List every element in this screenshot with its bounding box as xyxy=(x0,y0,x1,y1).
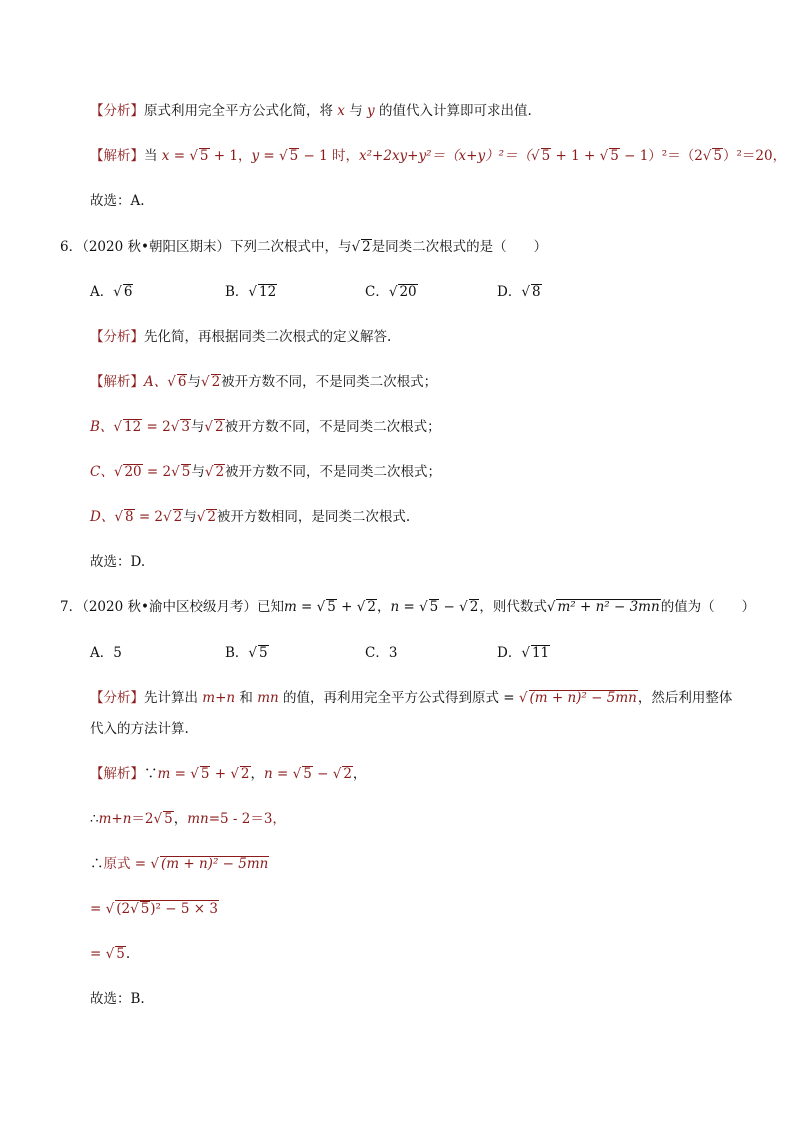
solution-tag: 【解析】 xyxy=(90,148,144,164)
q7-analysis: 【分析】先计算出 m+n 和 mn 的值，再利用完全平方公式得到原式 = √ (m + n)² − 5mn，然后利用整体 xyxy=(90,690,733,706)
q6-option-c[interactable]: C．√ 20 xyxy=(365,284,417,300)
q7-solution-line4: = √ (2√ 5)² − 5 × 3 xyxy=(90,901,218,917)
q6-option-d[interactable]: D．√ 8 xyxy=(497,284,541,300)
analysis-tag: 【分析】 xyxy=(90,103,144,119)
q6-stem: 6．（2020 秋•朝阳区期末）下列二次根式中，与√ 2是同类二次根式的是（ ） xyxy=(60,239,548,255)
q6-solution-line-a: 【解析】A、√ 6与√ 2被开方数不同，不是同类二次根式； xyxy=(90,374,438,390)
q7-option-c[interactable]: C．3 xyxy=(365,645,398,661)
q5-solution: 【解析】当 x = √ 5 + 1，y = √ 5 − 1 时，x²+2xy+y²＝（x+y）²＝（√ 5 + 1 + √ 5 − 1）²＝（2√ 5）²＝20， xyxy=(90,148,787,164)
q7-option-b[interactable]: B．√ 5 xyxy=(225,645,268,661)
q7-option-d[interactable]: D．√ 11 xyxy=(497,645,550,661)
analysis-tag: 【分析】 xyxy=(90,690,144,706)
q7-option-a[interactable]: A．5 xyxy=(90,645,122,661)
q6-solution-line-b: B、√ 12 = 2√ 3与√ 2被开方数不同，不是同类二次根式； xyxy=(90,419,441,435)
q7-analysis-line2: 代入的方法计算. xyxy=(90,721,189,737)
q7-solution-line3: ∴原式 = √ (m + n)² − 5mn xyxy=(90,856,269,872)
q5-analysis: 【分析】原式利用完全平方公式化简，将 x 与 y 的值代入计算即可求出值. xyxy=(90,103,532,119)
q6-solution-line-d: D、√ 8 = 2√ 2与√ 2被开方数相同，是同类二次根式. xyxy=(90,509,411,525)
q7-solution-line5: = √ 5. xyxy=(90,946,131,962)
q7-solution-line2: ∴m+n＝2√ 5，mn=5 - 2＝3， xyxy=(90,811,286,827)
q5-answer: 故选：A. xyxy=(90,193,145,209)
q7-solution-line1: 【解析】∵m = √ 5 + √ 2，n = √ 5 − √ 2， xyxy=(90,766,367,782)
solution-tag: 【解析】 xyxy=(90,766,144,782)
q7-stem: 7．（2020 秋•渝中区校级月考）已知m = √ 5 + √ 2，n = √ 5 − √ 2，则代数式√ m² + n² − 3mn的值为（ ） xyxy=(60,599,756,615)
q6-option-b[interactable]: B．√ 12 xyxy=(225,284,277,300)
q6-solution-line-c: C、√ 20 = 2√ 5与√ 2被开方数不同，不是同类二次根式； xyxy=(90,464,442,480)
q6-option-a[interactable]: A．√ 6 xyxy=(90,284,133,300)
solution-tag: 【解析】 xyxy=(90,374,144,390)
q6-answer: 故选：D. xyxy=(90,554,146,570)
analysis-tag: 【分析】 xyxy=(90,329,144,345)
q7-answer: 故选：B. xyxy=(90,991,145,1007)
q6-analysis: 【分析】先化简，再根据同类二次根式的定义解答. xyxy=(90,329,392,345)
